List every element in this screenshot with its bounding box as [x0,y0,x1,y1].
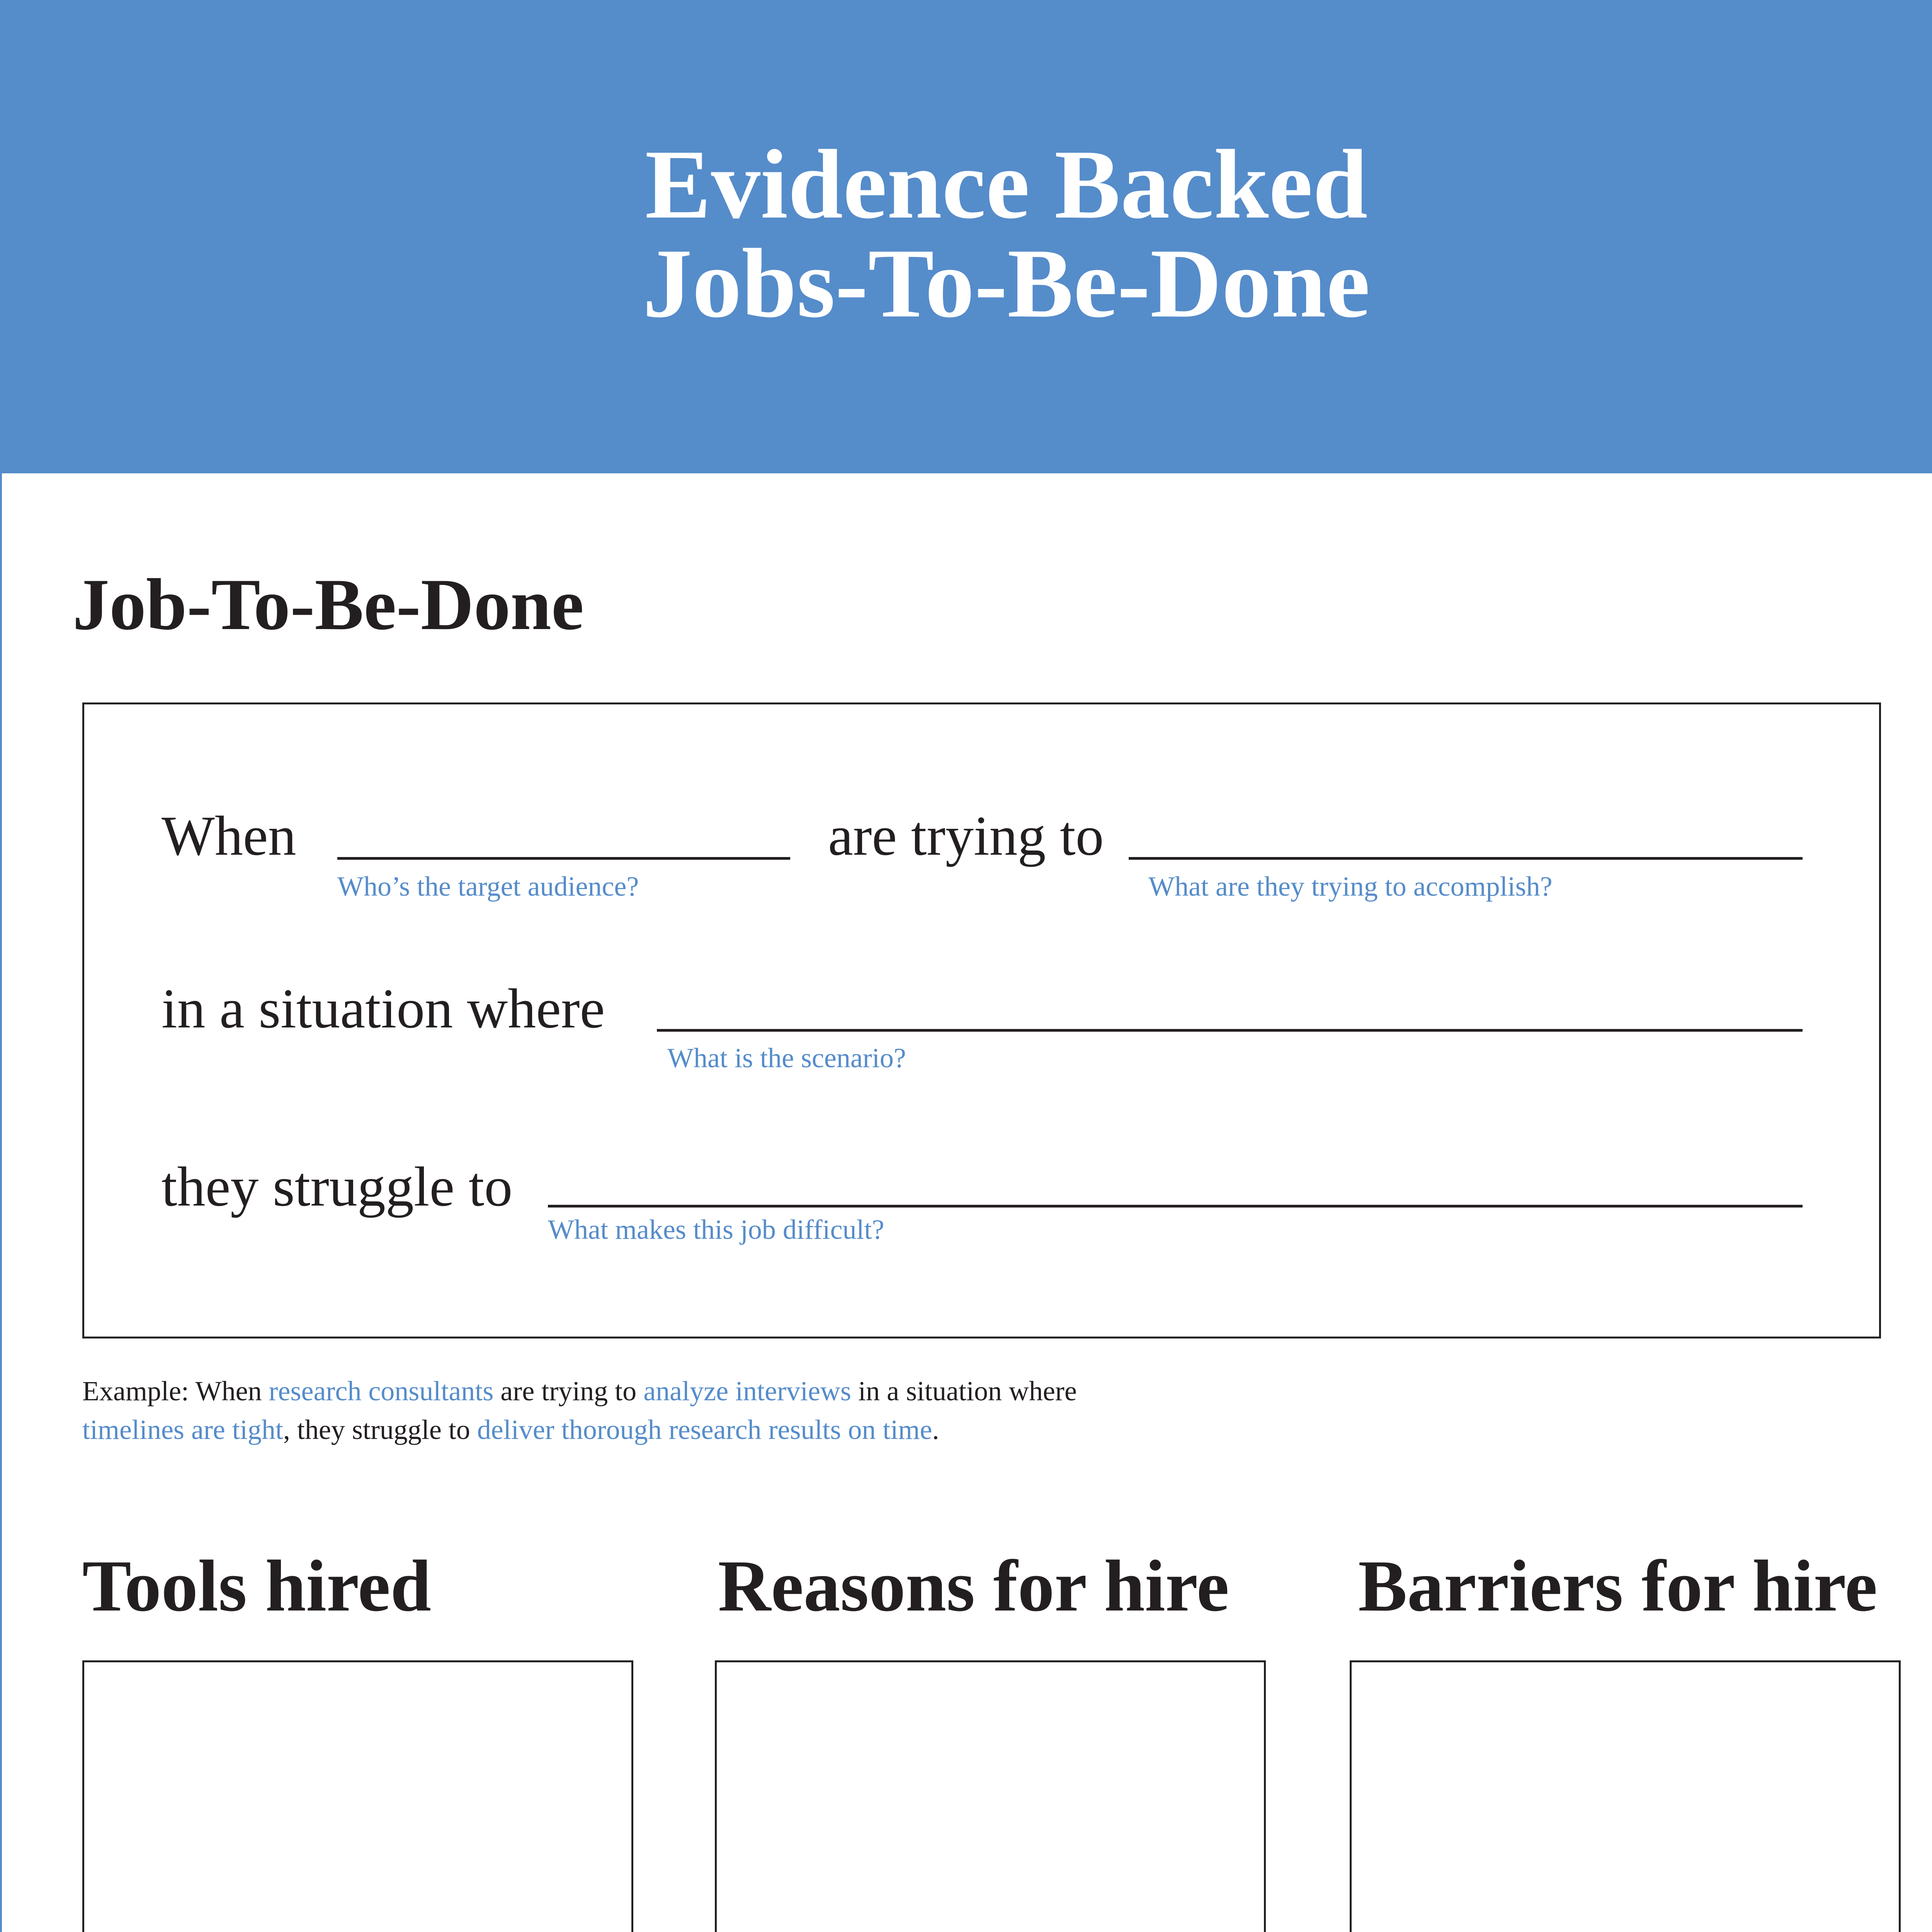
difficulty-blank[interactable] [548,1205,1803,1208]
example-highlight: timelines are tight [82,1414,283,1445]
example-text: in a situation where [851,1376,1077,1406]
accomplish-blank[interactable] [1129,857,1803,860]
example-text: . [932,1414,939,1445]
trying-to-label: are trying to [828,804,1104,867]
situation-label: in a situation where [162,977,605,1040]
example-highlight: research consultants [269,1376,494,1406]
example-highlight: analyze interviews [643,1376,851,1406]
example-text: When [189,1376,269,1406]
tools-hired-box[interactable] [82,1660,633,1932]
barriers-for-hire-box[interactable] [1350,1660,1901,1932]
example-text: , they struggle to [283,1414,477,1445]
difficulty-hint: What makes this job difficult? [548,1214,884,1245]
title-line-2: Jobs-To-Be-Done [643,229,1370,338]
accomplish-hint: What are they trying to accomplish? [1148,871,1553,902]
scenario-hint: What is the scenario? [667,1043,906,1073]
example-prefix: Example: [82,1376,189,1406]
page-title [0,130,1932,338]
barriers-for-hire-heading: Barriers for hire [1358,1546,1878,1627]
example-text: are trying to [493,1376,644,1406]
scenario-blank[interactable] [657,1029,1803,1032]
title-line-1: Evidence Backed [645,130,1368,239]
when-label: When [162,804,296,867]
example-highlight: deliver thorough research results on time [477,1414,932,1445]
reasons-for-hire-box[interactable] [715,1660,1266,1932]
struggle-label: they struggle to [162,1155,513,1218]
jtbd-example [82,1372,1319,1449]
reasons-for-hire-heading: Reasons for hire [718,1546,1229,1627]
header-banner [0,0,1932,473]
audience-blank[interactable] [337,857,790,860]
audience-hint: Who’s the target audience? [337,871,639,902]
jtbd-heading: Job-To-Be-Done [73,564,584,645]
tools-hired-heading: Tools hired [82,1546,431,1627]
